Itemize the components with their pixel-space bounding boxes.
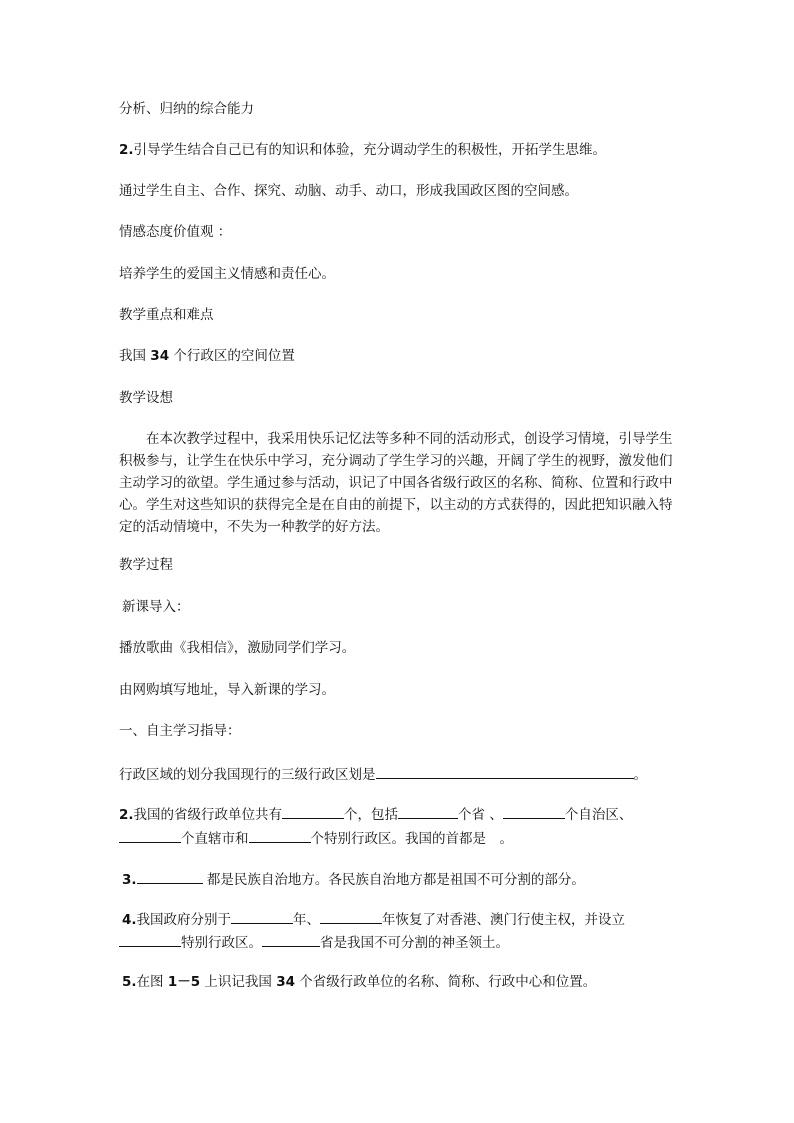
fill-blank[interactable]	[398, 804, 458, 819]
text-line	[119, 140, 606, 160]
section-heading	[119, 222, 231, 242]
paragraph	[119, 428, 679, 538]
question-3	[122, 869, 585, 890]
text: 个省 、	[458, 807, 503, 823]
text: 我国的省级行政单位共有	[133, 807, 283, 823]
text: 个直辖市和	[181, 831, 249, 847]
fill-blank[interactable]	[137, 869, 203, 884]
item-number: 2.	[119, 142, 134, 158]
text: 个省级行政单位的名称、简称、行政中心和位置。	[295, 974, 597, 990]
text: 通过学生自主、合作、探究、动脑、动手、动口，形成我国政区图的空间感。	[119, 183, 578, 199]
fill-blank[interactable]	[231, 909, 293, 924]
item-number: 5.	[122, 974, 137, 990]
text: 由网购填写地址，导入新课的学习。	[119, 682, 335, 698]
text-line	[119, 181, 578, 201]
text-line	[119, 99, 254, 119]
text: 播放歌曲《我相信》，激励同学们学习。	[119, 640, 356, 656]
question-1	[119, 764, 647, 785]
text: 新课导入：	[122, 599, 190, 615]
text: 年、	[293, 912, 321, 928]
text: 在本次教学过程中，我采用快乐记忆法等多种不同的活动形式，创设学习情境，引导学生积极参与，让学生在快乐中学习，充分调动了学生学习的兴趣，开阔了学生的视野，激发他们主动学习的欲望。学生通过参与活动，识记了中国各省级行政区的名称、简称、位置和行政中心。学生对这些知识的获得完全是在自由的前提下，以主动的方式获得的，因此把知识融入特定的活动情境中，不失为一种教学的好方法。	[119, 431, 673, 535]
text: 个行政区的空间位置	[169, 348, 295, 364]
text: 个特别行政区。我国的首都是 。	[310, 831, 513, 847]
text-line	[119, 264, 335, 284]
text: 个，包括	[344, 807, 399, 823]
text-line	[122, 597, 190, 617]
text: 一、自主学习指导：	[119, 723, 241, 739]
fill-blank[interactable]	[119, 932, 181, 947]
text-line	[119, 346, 295, 366]
fill-blank[interactable]	[119, 828, 181, 843]
item-number: 2.	[119, 807, 134, 823]
text: 特别行政区。	[181, 935, 262, 951]
section-heading	[119, 388, 173, 408]
text: 我国政府分别于	[136, 912, 232, 928]
question-2-continued	[119, 828, 513, 849]
text: 都是民族自治地方。各民族自治地方都是祖国不可分割的部分。	[206, 872, 585, 888]
text-line	[119, 638, 355, 658]
item-number: 4.	[122, 912, 137, 928]
fill-blank[interactable]	[503, 804, 565, 819]
question-4-continued	[119, 932, 509, 953]
text: 培养学生的爱国主义情感和责任心。	[119, 266, 335, 282]
item-number: 3.	[122, 872, 137, 888]
section-heading	[119, 721, 241, 741]
fill-blank[interactable]	[249, 828, 311, 843]
section-heading	[119, 305, 214, 325]
text: 省是我国不可分割的神圣领土。	[320, 935, 509, 951]
question-2	[119, 804, 632, 825]
text: 年恢复了对香港、澳门行使主权，并设立	[382, 912, 626, 928]
text: 上识记我国	[200, 974, 277, 990]
figure-ref: 1－5	[167, 974, 201, 990]
text: 个自治区、	[564, 807, 633, 823]
text: 在图	[136, 974, 168, 990]
text: 教学设想	[119, 390, 173, 406]
fill-blank[interactable]	[376, 764, 634, 779]
text: 教学重点和难点	[119, 307, 214, 323]
number: 34	[276, 974, 296, 990]
text: 。	[633, 767, 647, 783]
text: 分析、归纳的综合能力	[119, 101, 254, 117]
fill-blank[interactable]	[262, 932, 320, 947]
question-5	[122, 972, 596, 992]
section-heading	[119, 555, 173, 575]
number: 34	[150, 348, 170, 364]
text: 引导学生结合自己已有的知识和体验，充分调动学生的积极性，开拓学生思维。	[133, 142, 607, 158]
fill-blank[interactable]	[282, 804, 344, 819]
fill-blank[interactable]	[320, 909, 382, 924]
text: 情感态度价值观 ：	[119, 224, 232, 240]
text: 我国	[119, 348, 151, 364]
question-4	[122, 909, 625, 930]
text: 行政区域的划分我国现行的三级行政区划是	[119, 767, 376, 783]
text-line	[119, 680, 335, 700]
text: 教学过程	[119, 557, 173, 573]
